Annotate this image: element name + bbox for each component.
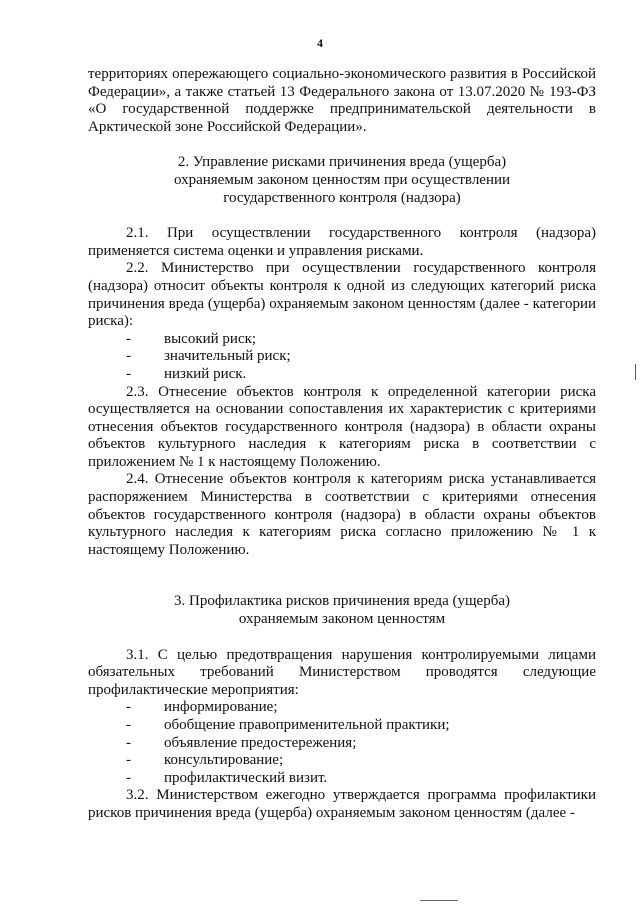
list-item: - обобщение правоприменительной практики; bbox=[126, 717, 450, 733]
list-item: - объявление предостережения; bbox=[126, 734, 357, 751]
scan-margin-mark bbox=[635, 364, 636, 380]
list-item: - высокий риск; bbox=[126, 330, 257, 347]
section-2-heading: 2. Управление рисками причинения вреда (ущерба) охраняемым законом ценностям при осуществлении государственного контроля (надзора) bbox=[173, 154, 511, 206]
page-body bbox=[88, 66, 596, 823]
measures-list bbox=[88, 699, 596, 787]
paragraph-3-1: 3.1. С целью предотвращения нарушения контролируемыми лицами обязательных требований Министерством проводятся следующие профилактические мероприятия: bbox=[88, 646, 596, 698]
paragraph-3-2: 3.2. Министерством ежегодно утверждается программа профилактики рисков причинения вреда (ущерба) охраняемым законом ценностям (далее - bbox=[88, 787, 596, 821]
list-item: - консультирование; bbox=[126, 752, 284, 769]
risk-list bbox=[88, 331, 596, 384]
scan-footer-line bbox=[420, 900, 458, 901]
paragraph-2-4: 2.4. Отнесение объектов контроля к категориям риска устанавливается распоряжением Министерства в соответствии с критериями отнесения объектов государственного контроля (надзора) в области охраны объектов культурного наследия к категориям риска согласно приложению № 1 к настоящему Положению. bbox=[88, 471, 596, 558]
list-item: - информирование; bbox=[126, 699, 278, 716]
paragraph-2-3: 2.3. Отнесение объектов контроля к определенной категории риска осуществляется на основании сопоставления их характеристик с критериями отнесения объектов государственного контроля (надзора) в области охраны объектов культурного наследия к категориям риска в соответствии с приложением № 1 к настоящему Положению. bbox=[88, 383, 596, 470]
page-number: 4 bbox=[317, 36, 323, 50]
paragraph-2-1: 2.1. При осуществлении государственного контроля (надзора) применяется система оценки и управления рисками. bbox=[88, 225, 596, 259]
list-item: - низкий риск. bbox=[126, 365, 247, 382]
list-item: - значительный риск; bbox=[126, 348, 291, 365]
list-item: - профилактический визит. bbox=[126, 769, 328, 786]
section-3-heading: 3. Профилактика рисков причинения вреда (ущерба) охраняемым законом ценностям bbox=[174, 593, 510, 628]
intro-paragraph: территориях опережающего социально-экономического развития в Российской Федерации», а также статьей 13 Федерального закона от 13.07.2020 № 193-ФЗ «О государственной поддержке предпринимательской деятельности в Арктической зоне Российской Федерации». bbox=[88, 66, 596, 135]
paragraph-2-2: 2.2. Министерство при осуществлении государственного контроля (надзора) относит объекты контроля к одной из следующих категорий риска причинения вреда (ущерба) охраняемым законом ценностям (далее - категории риска): bbox=[88, 260, 596, 330]
